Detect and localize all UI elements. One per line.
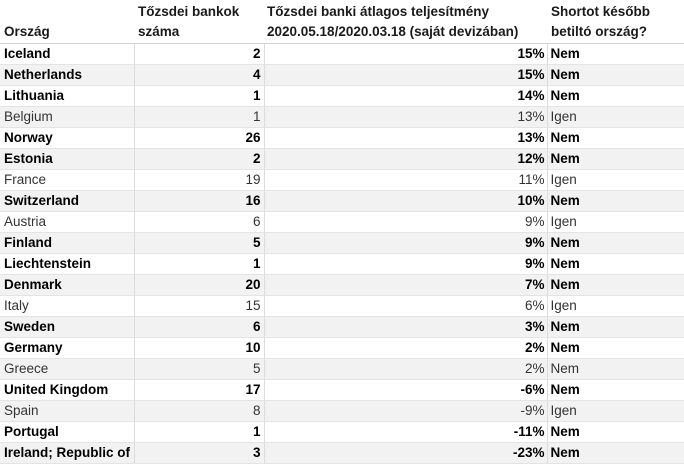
- bank-count-cell[interactable]: 8: [134, 401, 264, 422]
- performance-cell[interactable]: 13%: [264, 107, 547, 128]
- header-short-ban[interactable]: [547, 0, 684, 44]
- table-row: [0, 212, 684, 233]
- bank-count-cell[interactable]: 1: [134, 422, 264, 443]
- country-cell[interactable]: Denmark: [0, 275, 134, 296]
- bank-count-cell[interactable]: 16: [134, 191, 264, 212]
- short-ban-cell[interactable]: Nem: [547, 317, 684, 338]
- table-row: [0, 44, 684, 65]
- short-ban-cell[interactable]: Igen: [547, 401, 684, 422]
- short-ban-cell[interactable]: Igen: [547, 296, 684, 317]
- short-ban-cell[interactable]: Nem: [547, 338, 684, 359]
- table-row: [0, 401, 684, 422]
- country-cell[interactable]: Italy: [0, 296, 134, 317]
- country-cell[interactable]: Portugal: [0, 422, 134, 443]
- bank-count-cell[interactable]: 5: [134, 233, 264, 254]
- country-cell[interactable]: Switzerland: [0, 191, 134, 212]
- performance-cell[interactable]: 7%: [264, 275, 547, 296]
- table-row: [0, 128, 684, 149]
- short-ban-cell[interactable]: Nem: [547, 86, 684, 107]
- table-row: [0, 380, 684, 401]
- performance-cell[interactable]: 15%: [264, 44, 547, 65]
- country-cell[interactable]: Liechtenstein: [0, 254, 134, 275]
- country-cell[interactable]: Finland: [0, 233, 134, 254]
- short-ban-cell[interactable]: Igen: [547, 107, 684, 128]
- country-cell[interactable]: Sweden: [0, 317, 134, 338]
- performance-cell[interactable]: 6%: [264, 296, 547, 317]
- performance-cell[interactable]: -6%: [264, 380, 547, 401]
- short-ban-cell[interactable]: Nem: [547, 128, 684, 149]
- performance-cell[interactable]: -23%: [264, 443, 547, 464]
- short-ban-cell[interactable]: Nem: [547, 359, 684, 380]
- performance-cell[interactable]: 2%: [264, 338, 547, 359]
- country-cell[interactable]: Estonia: [0, 149, 134, 170]
- country-cell[interactable]: Greece: [0, 359, 134, 380]
- bank-count-cell[interactable]: 4: [134, 65, 264, 86]
- bank-count-cell[interactable]: 5: [134, 359, 264, 380]
- bank-count-cell[interactable]: 2: [134, 44, 264, 65]
- bank-count-cell[interactable]: 6: [134, 212, 264, 233]
- short-ban-cell[interactable]: Nem: [547, 422, 684, 443]
- performance-cell[interactable]: 12%: [264, 149, 547, 170]
- short-ban-cell[interactable]: Nem: [547, 44, 684, 65]
- short-ban-cell[interactable]: Igen: [547, 170, 684, 191]
- header-row: [0, 0, 684, 44]
- table-row: [0, 422, 684, 443]
- performance-cell[interactable]: 13%: [264, 128, 547, 149]
- short-ban-cell[interactable]: Nem: [547, 275, 684, 296]
- table-row: [0, 191, 684, 212]
- table-row: [0, 338, 684, 359]
- performance-cell[interactable]: 9%: [264, 254, 547, 275]
- table-row: [0, 233, 684, 254]
- table-row: [0, 275, 684, 296]
- country-cell[interactable]: Lithuania: [0, 86, 134, 107]
- bank-count-cell[interactable]: 6: [134, 317, 264, 338]
- bank-count-cell[interactable]: 15: [134, 296, 264, 317]
- performance-cell[interactable]: 15%: [264, 65, 547, 86]
- table-row: [0, 317, 684, 338]
- short-ban-cell[interactable]: Nem: [547, 443, 684, 464]
- header-short-ban-line2: betiltó ország?: [551, 24, 648, 39]
- country-cell[interactable]: Austria: [0, 212, 134, 233]
- table-row: [0, 86, 684, 107]
- country-cell[interactable]: Belgium: [0, 107, 134, 128]
- performance-cell[interactable]: 9%: [264, 212, 547, 233]
- header-bank-count[interactable]: Tőzsdei bankok száma: [134, 0, 264, 44]
- country-cell[interactable]: Iceland: [0, 44, 134, 65]
- bank-count-cell[interactable]: 2: [134, 149, 264, 170]
- header-performance-line2: 2020.05.18/2020.03.18 (saját devizában): [267, 24, 519, 39]
- performance-cell[interactable]: 10%: [264, 191, 547, 212]
- bank-count-cell[interactable]: 1: [134, 107, 264, 128]
- bank-count-cell[interactable]: 17: [134, 380, 264, 401]
- bank-count-cell[interactable]: 10: [134, 338, 264, 359]
- short-ban-cell[interactable]: Nem: [547, 191, 684, 212]
- table-row: [0, 149, 684, 170]
- short-ban-cell[interactable]: Nem: [547, 233, 684, 254]
- table-row: [0, 359, 684, 380]
- bank-count-cell[interactable]: 20: [134, 275, 264, 296]
- short-ban-cell[interactable]: Nem: [547, 254, 684, 275]
- header-country[interactable]: Ország: [0, 0, 134, 44]
- performance-cell[interactable]: 3%: [264, 317, 547, 338]
- bank-count-cell[interactable]: 1: [134, 86, 264, 107]
- header-performance[interactable]: [264, 0, 547, 44]
- performance-cell[interactable]: -9%: [264, 401, 547, 422]
- short-ban-cell[interactable]: Igen: [547, 212, 684, 233]
- table-row: [0, 107, 684, 128]
- table-body: [0, 44, 684, 464]
- country-cell[interactable]: Germany: [0, 338, 134, 359]
- performance-cell[interactable]: -11%: [264, 422, 547, 443]
- header-performance-line1: Tőzsdei banki átlagos teljesítmény: [267, 4, 490, 19]
- table-row: [0, 443, 684, 464]
- bank-count-cell[interactable]: 3: [134, 443, 264, 464]
- bank-count-cell[interactable]: 19: [134, 170, 264, 191]
- bank-count-cell[interactable]: 1: [134, 254, 264, 275]
- country-cell[interactable]: France: [0, 170, 134, 191]
- table-row: [0, 296, 684, 317]
- table-row: [0, 254, 684, 275]
- country-cell[interactable]: United Kingdom: [0, 380, 134, 401]
- table-row: [0, 170, 684, 191]
- performance-cell[interactable]: 14%: [264, 86, 547, 107]
- bank-count-cell[interactable]: 26: [134, 128, 264, 149]
- short-ban-cell[interactable]: Nem: [547, 149, 684, 170]
- short-ban-cell[interactable]: Nem: [547, 65, 684, 86]
- short-ban-cell[interactable]: Nem: [547, 380, 684, 401]
- country-cell[interactable]: Netherlands: [0, 65, 134, 86]
- country-cell[interactable]: Spain: [0, 401, 134, 422]
- performance-cell[interactable]: 2%: [264, 359, 547, 380]
- table-header: [0, 0, 684, 44]
- country-cell[interactable]: Norway: [0, 128, 134, 149]
- country-cell[interactable]: Ireland; Republic of: [0, 443, 134, 464]
- table-row: [0, 65, 684, 86]
- header-short-ban-line1: Shortot később: [551, 4, 651, 19]
- performance-cell[interactable]: 11%: [264, 170, 547, 191]
- performance-cell[interactable]: 9%: [264, 233, 547, 254]
